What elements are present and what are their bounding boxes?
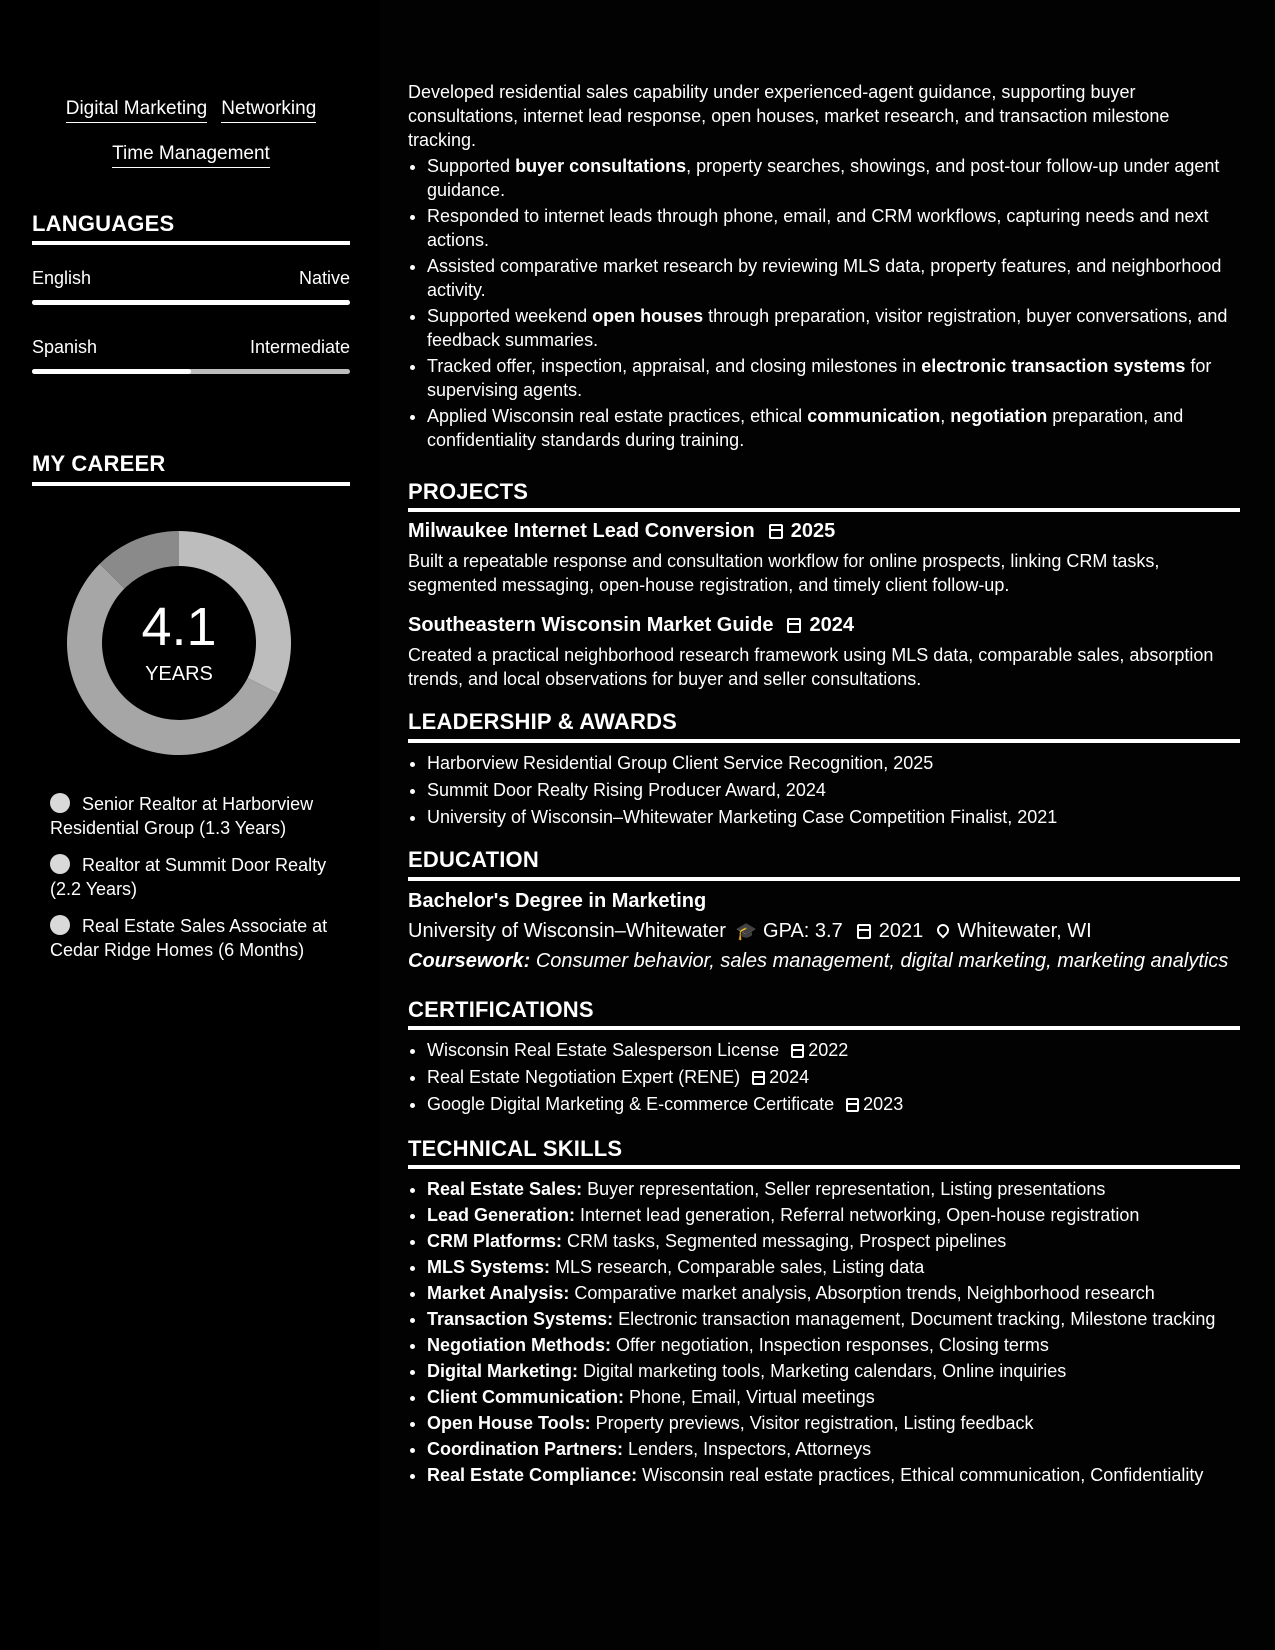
technical-skill-item <box>427 1202 1257 1228</box>
skill-tag: Networking <box>221 98 316 123</box>
project-name: Southeastern Wisconsin Market Guide <box>408 614 774 636</box>
bullet-text: through preparation, visitor registration, buyer conversations, and feedback summaries. <box>427 306 1228 350</box>
skill-category: Coordination Partners: <box>427 1439 624 1459</box>
career-donut-chart <box>67 531 291 755</box>
skill-values: MLS research, Comparable sales, Listing data <box>550 1257 925 1277</box>
bullet-text: , <box>940 406 951 426</box>
section-divider <box>408 877 1240 881</box>
projects-title: PROJECTS <box>408 479 529 504</box>
gpa: GPA: 3.7 <box>763 920 843 942</box>
skill-category: Client Communication: <box>427 1387 624 1407</box>
skill-tags <box>32 86 350 176</box>
project-description: Created a practical neighborhood research framework using MLS data, comparable sales, absorption trends, and local observations for buyer and seller consultations. <box>408 645 1214 689</box>
leadership-title: LEADERSHIP & AWARDS <box>408 709 678 734</box>
certification-year: 2023 <box>863 1094 904 1114</box>
bullet-keyword: open houses <box>592 306 704 326</box>
role-dot-icon <box>50 854 70 874</box>
experience-summary: Developed residential sales capability under experienced-agent guidance, supporting buyer consultations, internet lead response, open houses, market research, and transaction milestone tracking. <box>408 82 1170 150</box>
skill-category: Negotiation Methods: <box>427 1335 611 1355</box>
section-divider <box>32 482 350 486</box>
technical-skill-item <box>427 1384 1257 1410</box>
technical-skill-item <box>427 1254 1257 1280</box>
experience-bullet <box>427 254 1257 302</box>
role-label: Real Estate Sales Associate at Cedar Ridge Homes (6 Months) <box>50 916 328 960</box>
leadership-list <box>408 750 1257 831</box>
career-total: 4.1 <box>141 597 217 657</box>
technical-skill-item <box>427 1410 1257 1436</box>
skill-values: Phone, Email, Virtual meetings <box>624 1387 875 1407</box>
certification-year: 2022 <box>808 1040 849 1060</box>
skill-tag: Digital Marketing <box>66 98 208 123</box>
language-english <box>32 268 350 305</box>
project-year: 2025 <box>790 520 836 542</box>
project-description: Built a repeatable response and consultation workflow for online prospects, linking CRM tasks, segmented messaging, open-house registration, and timely client follow-up. <box>408 551 1160 595</box>
section-divider <box>408 1165 1240 1169</box>
list-item: • University of Wisconsin–Whitewater Marketing Case Competition Finalist, 2021 <box>427 804 1257 831</box>
skill-category: Open House Tools: <box>427 1413 591 1433</box>
certification-year: 2024 <box>769 1067 810 1087</box>
role-label: Senior Realtor at Harborview Residential Group (1.3 Years) <box>50 794 314 838</box>
calendar-icon <box>857 924 871 939</box>
technical-skill-item <box>427 1358 1257 1384</box>
coursework-label: Coursework: <box>408 950 531 972</box>
bullet-text: Supported weekend <box>427 306 593 326</box>
certifications-list <box>408 1037 1257 1118</box>
skill-category: Transaction Systems: <box>427 1309 614 1329</box>
technical-skill-item <box>427 1332 1257 1358</box>
project-year: 2024 <box>809 614 854 636</box>
certification-name: Wisconsin Real Estate Salesperson License <box>427 1040 780 1060</box>
bullet-keyword: buyer consultations <box>515 156 687 176</box>
skill-values: Property previews, Visitor registration, Listing feedback <box>590 1413 1034 1433</box>
language-spanish <box>32 337 350 374</box>
skill-values: Digital marketing tools, Marketing calendars, Online inquiries <box>578 1361 1067 1381</box>
skill-values: Lenders, Inspectors, Attorneys <box>623 1439 872 1459</box>
bullet-text: Applied Wisconsin real estate practices, ethical <box>427 406 808 426</box>
project-title <box>408 614 854 637</box>
career-title: MY CAREER <box>32 451 166 476</box>
language-level: Intermediate <box>249 337 350 357</box>
skill-values: Electronic transaction management, Document tracking, Milestone tracking <box>613 1309 1216 1329</box>
experience-bullet <box>427 404 1257 452</box>
experience-bullets <box>408 154 1257 454</box>
skill-tag: Time Management <box>112 143 270 168</box>
role-label: Realtor at Summit Door Realty (2.2 Years) <box>50 855 327 899</box>
career-unit: YEARS <box>145 663 213 685</box>
technical-skill-item <box>427 1176 1257 1202</box>
bullet-text: Tracked offer, inspection, appraisal, and closing milestones in <box>427 356 922 376</box>
languages-title: LANGUAGES <box>32 211 175 236</box>
language-bar <box>32 300 350 305</box>
certification-item <box>427 1064 1257 1091</box>
coursework <box>408 950 1228 973</box>
calendar-icon <box>769 524 783 539</box>
skill-values: Internet lead generation, Referral networking, Open-house registration <box>575 1205 1140 1225</box>
language-name: Spanish <box>32 337 98 357</box>
skill-category: Real Estate Compliance: <box>427 1465 638 1485</box>
technical-skill-item <box>427 1462 1257 1488</box>
career-role <box>50 792 340 840</box>
graduation-year: 2021 <box>878 920 924 942</box>
education-title: EDUCATION <box>408 847 539 872</box>
bullet-text: preparation, and confidentiality standards during training. <box>427 406 1184 450</box>
language-bar <box>32 369 350 374</box>
bullet-keyword: electronic transaction systems <box>921 356 1186 376</box>
skill-values: CRM tasks, Segmented messaging, Prospect pipelines <box>562 1231 1007 1251</box>
technical-skills-list <box>408 1176 1257 1488</box>
location-pin-icon <box>935 922 952 939</box>
certifications-title: CERTIFICATIONS <box>408 997 594 1022</box>
list-item: • Harborview Residential Group Client Service Recognition, 2025 <box>427 750 1257 777</box>
calendar-icon <box>752 1071 765 1085</box>
skill-values: Offer negotiation, Inspection responses, Closing terms <box>610 1335 1049 1355</box>
experience-bullet <box>427 204 1257 252</box>
skill-values: Buyer representation, Seller representation, Listing presentations <box>582 1179 1106 1199</box>
bullet-text: for supervising agents. <box>427 356 1212 400</box>
section-divider <box>408 508 1240 512</box>
project-title <box>408 520 835 543</box>
coursework-text: Consumer behavior, sales management, digital marketing, marketing analytics <box>535 950 1229 972</box>
skill-category: MLS Systems: <box>427 1257 551 1277</box>
school-name: University of Wisconsin–Whitewater <box>408 920 726 942</box>
degree-title: Bachelor's Degree in Marketing <box>408 890 707 912</box>
certification-name: Google Digital Marketing & E-commerce Certificate <box>427 1094 835 1114</box>
role-dot-icon <box>50 793 70 813</box>
certification-name: Real Estate Negotiation Expert (RENE) <box>427 1067 741 1087</box>
skill-values: Wisconsin real estate practices, Ethical communication, Confidentiality <box>637 1465 1204 1485</box>
career-role <box>50 914 340 962</box>
education-location: Whitewater, WI <box>957 920 1092 942</box>
certification-item <box>427 1091 1257 1118</box>
calendar-icon <box>787 618 801 633</box>
technical-skill-item <box>427 1228 1257 1254</box>
career-role <box>50 853 340 901</box>
language-level: Native <box>298 268 350 288</box>
skill-category: CRM Platforms: <box>427 1231 563 1251</box>
graduation-cap-icon: 🎓 <box>735 922 758 941</box>
skill-category: Lead Generation: <box>427 1205 576 1225</box>
technical-skill-item <box>427 1436 1257 1462</box>
calendar-icon <box>846 1098 859 1112</box>
section-divider <box>32 241 350 245</box>
skill-category: Real Estate Sales: <box>427 1179 583 1199</box>
skill-category: Digital Marketing: <box>427 1361 579 1381</box>
skill-category: Market Analysis: <box>427 1283 570 1303</box>
experience-bullet <box>427 354 1257 402</box>
calendar-icon <box>791 1044 804 1058</box>
project-name: Milwaukee Internet Lead Conversion <box>408 520 755 542</box>
skill-values: Comparative market analysis, Absorption trends, Neighborhood research <box>569 1283 1155 1303</box>
bullet-keyword: negotiation <box>950 406 1048 426</box>
technical-skill-item <box>427 1306 1257 1332</box>
experience-bullet <box>427 154 1257 202</box>
bullet-text: Assisted comparative market research by reviewing MLS data, property features, and neighborhood activity. <box>427 256 1222 300</box>
technical-skill-item <box>427 1280 1257 1306</box>
left-sidebar <box>0 0 380 1650</box>
experience-bullet <box>427 304 1257 352</box>
education-details <box>408 920 1092 943</box>
language-bar-fill <box>32 369 191 374</box>
bullet-text: , property searches, showings, and post-tour follow-up under agent guidance. <box>427 156 1220 200</box>
section-divider <box>408 739 1240 743</box>
bullet-keyword: communication <box>807 406 941 426</box>
technical-skills-title: TECHNICAL SKILLS <box>408 1136 623 1161</box>
certification-item <box>427 1037 1257 1064</box>
language-name: English <box>32 268 92 288</box>
role-dot-icon <box>50 915 70 935</box>
language-bar-fill <box>32 300 350 305</box>
bullet-text: Supported <box>427 156 516 176</box>
list-item: • Summit Door Realty Rising Producer Award, 2024 <box>427 777 1257 804</box>
bullet-text: Responded to internet leads through phone, email, and CRM workflows, capturing needs and next actions. <box>427 206 1209 250</box>
section-divider <box>408 1026 1240 1030</box>
